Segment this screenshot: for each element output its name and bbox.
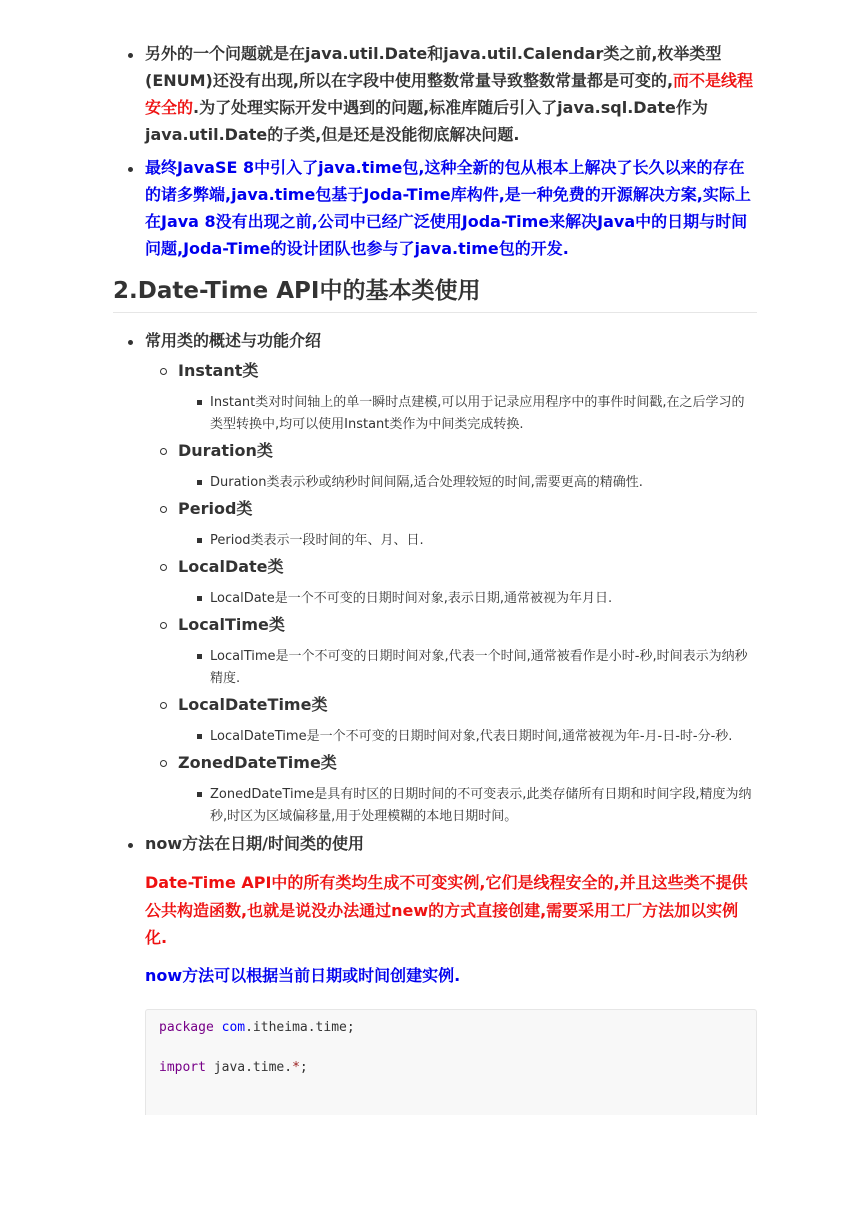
overview-item bbox=[113, 327, 757, 828]
code-line-import bbox=[159, 1058, 743, 1078]
document-page bbox=[113, 40, 757, 1115]
intro-text-red: 而不是线程安全的 bbox=[145, 71, 754, 117]
class-name: LocalTime类 bbox=[178, 615, 285, 634]
class-desc-item bbox=[178, 784, 757, 828]
intro-bullet-2 bbox=[113, 154, 757, 262]
now-title: now方法在日期/时间类的使用 bbox=[145, 834, 365, 853]
class-desc-item bbox=[178, 588, 757, 610]
class-desc: LocalTime是一个不可变的日期时间对象,代表一个时间,通常被看作是小时-秒,时间表示为纳秒精度. bbox=[210, 649, 748, 686]
class-item-localdate bbox=[145, 556, 757, 610]
class-desc: Instant类对时间轴上的单一瞬时点建模,可以用于记录应用程序中的事件时间戳,在之后学习的类型转换中,均可以使用Instant类作为中间类完成转换. bbox=[210, 395, 745, 432]
class-desc-item bbox=[178, 726, 757, 748]
code-text: ; bbox=[299, 1060, 308, 1075]
class-list bbox=[145, 360, 757, 828]
intro-bullet-1 bbox=[113, 40, 757, 148]
main-list bbox=[113, 327, 757, 1115]
code-text: java.time. bbox=[205, 1060, 293, 1075]
overview-title: 常用类的概述与功能介绍 bbox=[145, 331, 322, 350]
class-item-period bbox=[145, 498, 757, 552]
class-name: Period类 bbox=[178, 499, 253, 518]
class-name: ZonedDateTime类 bbox=[178, 753, 337, 772]
class-name: LocalDate类 bbox=[178, 557, 284, 576]
code-text: .itheima.time; bbox=[245, 1020, 355, 1035]
class-desc-item bbox=[178, 646, 757, 690]
class-item-duration bbox=[145, 440, 757, 494]
class-desc: Duration类表示秒或纳秒时间间隔,适合处理较短的时间,需要更高的精确性. bbox=[210, 475, 643, 490]
class-desc: Period类表示一段时间的年、月、日. bbox=[210, 533, 424, 548]
class-desc: ZonedDateTime是具有时区的日期时间的不可变表示,此类存储所有日期和时间字段,精度为纳秒,时区为区域偏移量,用于处理模糊的本地日期时间。 bbox=[210, 787, 752, 824]
intro-bullet-2-text: 最终JavaSE 8中引入了java.time包,这种全新的包从根本上解决了长久以来的存在的诸多弊端,java.time包基于Joda-Time库构件,是一种免费的开源解决方案,实际上在Java 8没有出现之前,公司中已经广泛使用Joda-Time来解决Java中的日期与时间问题,Joda-Time的设计团队也参与了java.time包的开发. bbox=[145, 158, 751, 258]
intro-bullet-1-text bbox=[145, 40, 757, 148]
class-item-instant bbox=[145, 360, 757, 436]
class-item-zoneddatetime bbox=[145, 752, 757, 828]
class-desc-item bbox=[178, 472, 757, 494]
class-desc-item bbox=[178, 530, 757, 552]
class-desc-item bbox=[178, 392, 757, 436]
class-item-localtime bbox=[145, 614, 757, 690]
section-heading: 2.Date-Time API中的基本类使用 bbox=[113, 276, 757, 313]
class-name: LocalDateTime类 bbox=[178, 695, 328, 714]
class-item-localdatetime bbox=[145, 694, 757, 748]
class-name: Duration类 bbox=[178, 441, 273, 460]
now-blue-paragraph: now方法可以根据当前日期或时间创建实例. bbox=[145, 965, 461, 985]
now-item bbox=[113, 830, 757, 1115]
code-keyword: package bbox=[159, 1020, 214, 1035]
intro-list bbox=[113, 40, 757, 262]
now-red-paragraph: Date-Time API中的所有类均生成不可变实例,它们是线程安全的,并且这些类不提供公共构造函数,也就是说没办法通过new的方式直接创建,需要采用工厂方法加以实例化. bbox=[145, 873, 748, 947]
code-package-root: com bbox=[221, 1020, 246, 1035]
class-desc: LocalDateTime是一个不可变的日期时间对象,代表日期时间,通常被视为年-月-日-时-分-秒. bbox=[210, 729, 733, 744]
class-desc: LocalDate是一个不可变的日期时间对象,表示日期,通常被视为年月日. bbox=[210, 591, 613, 606]
code-wildcard: * bbox=[292, 1060, 300, 1075]
code-line-package bbox=[159, 1018, 743, 1038]
intro-text-normal-1: 另外的一个问题就是在java.util.Date和java.util.Calendar类之前,枚举类型(ENUM)还没有出现,所以在字段中使用整数常量导致整数常量都是可变的, bbox=[145, 44, 722, 90]
code-keyword: import bbox=[159, 1060, 206, 1075]
intro-text-normal-2: .为了处理实际开发中遇到的问题,标准库随后引入了java.sql.Date作为java.util.Date的子类,但是还是没能彻底解决问题. bbox=[145, 98, 708, 144]
code-block bbox=[145, 1009, 757, 1115]
class-name: Instant类 bbox=[178, 361, 259, 380]
